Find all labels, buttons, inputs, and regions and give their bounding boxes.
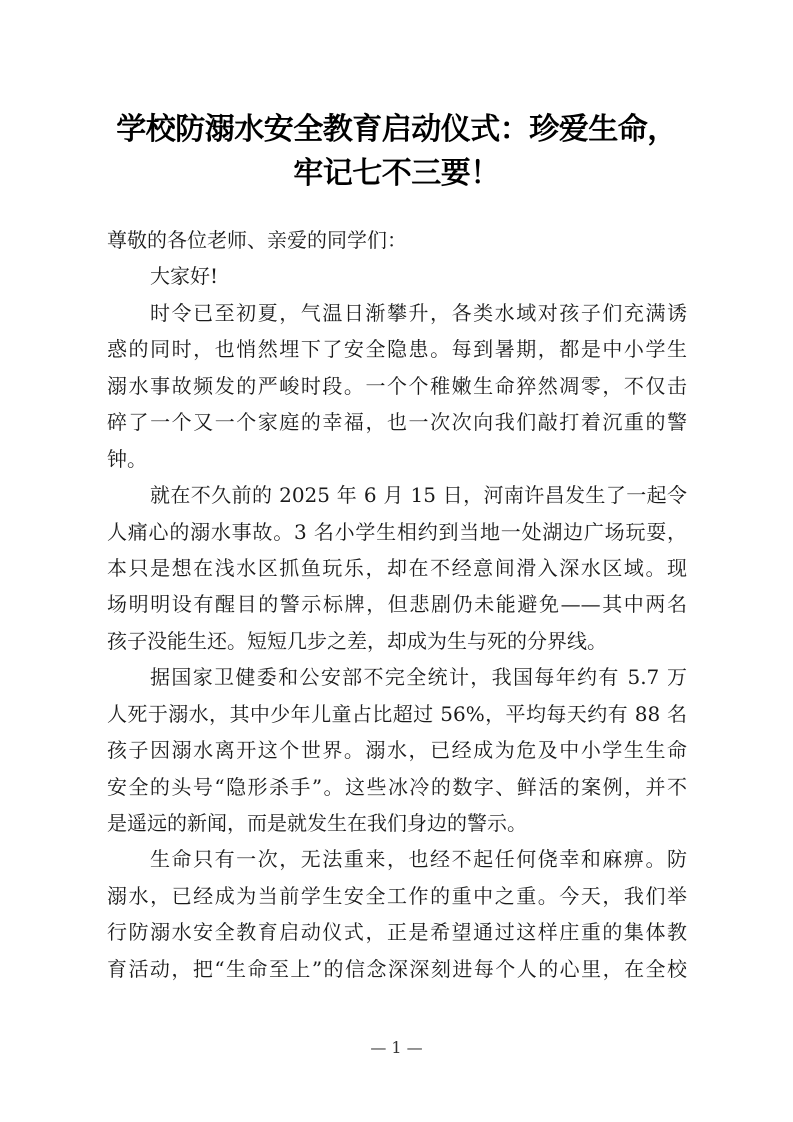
paragraph-2-line-5: 孩子没能生还。短短几步之差，却成为生与死的分界线。 [107,628,607,653]
paragraph-4-line-4: 育活动，把“生命至上”的信念深深刻进每个人的心里，在全校 [107,956,687,981]
paragraph-3-line-1: 据国家卫健委和公安部不完全统计，我国每年约有 5.7 万 [150,665,687,690]
paragraph-1-line-3: 溺水事故频发的严峻时段。一个个稚嫩生命猝然凋零，不仅击 [107,373,687,398]
paragraph-2-line-4: 场明明设有醒目的警示标牌，但悲剧仍未能避免——其中两名 [107,592,687,617]
paragraph-1-line-4: 碎了一个又一个家庭的幸福，也一次次向我们敲打着沉重的警 [107,410,687,435]
title-line-2: 牢记七不三要！ [293,156,500,191]
paragraph-2-line-2: 人痛心的溺水事故。3 名小学生相约到当地一处湖边广场玩耍， [107,519,687,544]
greeting: 大家好! [150,264,219,289]
paragraph-4-line-3: 行防溺水安全教育启动仪式，正是希望通过这样庄重的集体教 [107,920,687,945]
paragraph-2-line-3: 本只是想在浅水区抓鱼玩乐，却在不经意间滑入深水区域。现 [107,555,687,580]
paragraph-3-line-5: 是遥远的新闻，而是就发生在我们身边的警示。 [107,811,527,835]
paragraph-3-line-2: 人死于溺水，其中少年儿童占比超过 56%，平均每天约有 88 名 [107,701,687,726]
document-body [107,226,687,991]
paragraph-3-line-3: 孩子因溺水离开这个世界。溺水，已经成为危及中小学生生命 [107,738,687,763]
document-title [90,108,703,196]
paragraph-1-line-5: 钟。 [107,446,147,471]
paragraph-4-line-2: 溺水，已经成为当前学生安全工作的重中之重。今天，我们举 [107,883,687,908]
paragraph-3-line-4: 安全的头号“隐形杀手”。这些冰冷的数字、鲜活的案例，并不 [107,774,687,799]
paragraph-4-line-1: 生命只有一次，无法重来，也经不起任何侥幸和麻痹。防 [150,847,687,872]
title-line-1: 学校防溺水安全教育启动仪式：珍爱生命， [116,112,677,147]
paragraph-1-line-1: 时令已至初夏，气温日渐攀升，各类水域对孩子们充满诱 [150,300,687,325]
paragraph-1-line-2: 惑的同时，也悄然埋下了安全隐患。每到暑期，都是中小学生 [107,337,687,362]
paragraph-2-line-1: 就在不久前的 2025 年 6 月 15 日，河南许昌发生了一起令 [150,483,687,508]
salutation: 尊敬的各位老师、亲爱的同学们： [107,228,407,252]
page-number: — 1 — [370,1038,423,1057]
